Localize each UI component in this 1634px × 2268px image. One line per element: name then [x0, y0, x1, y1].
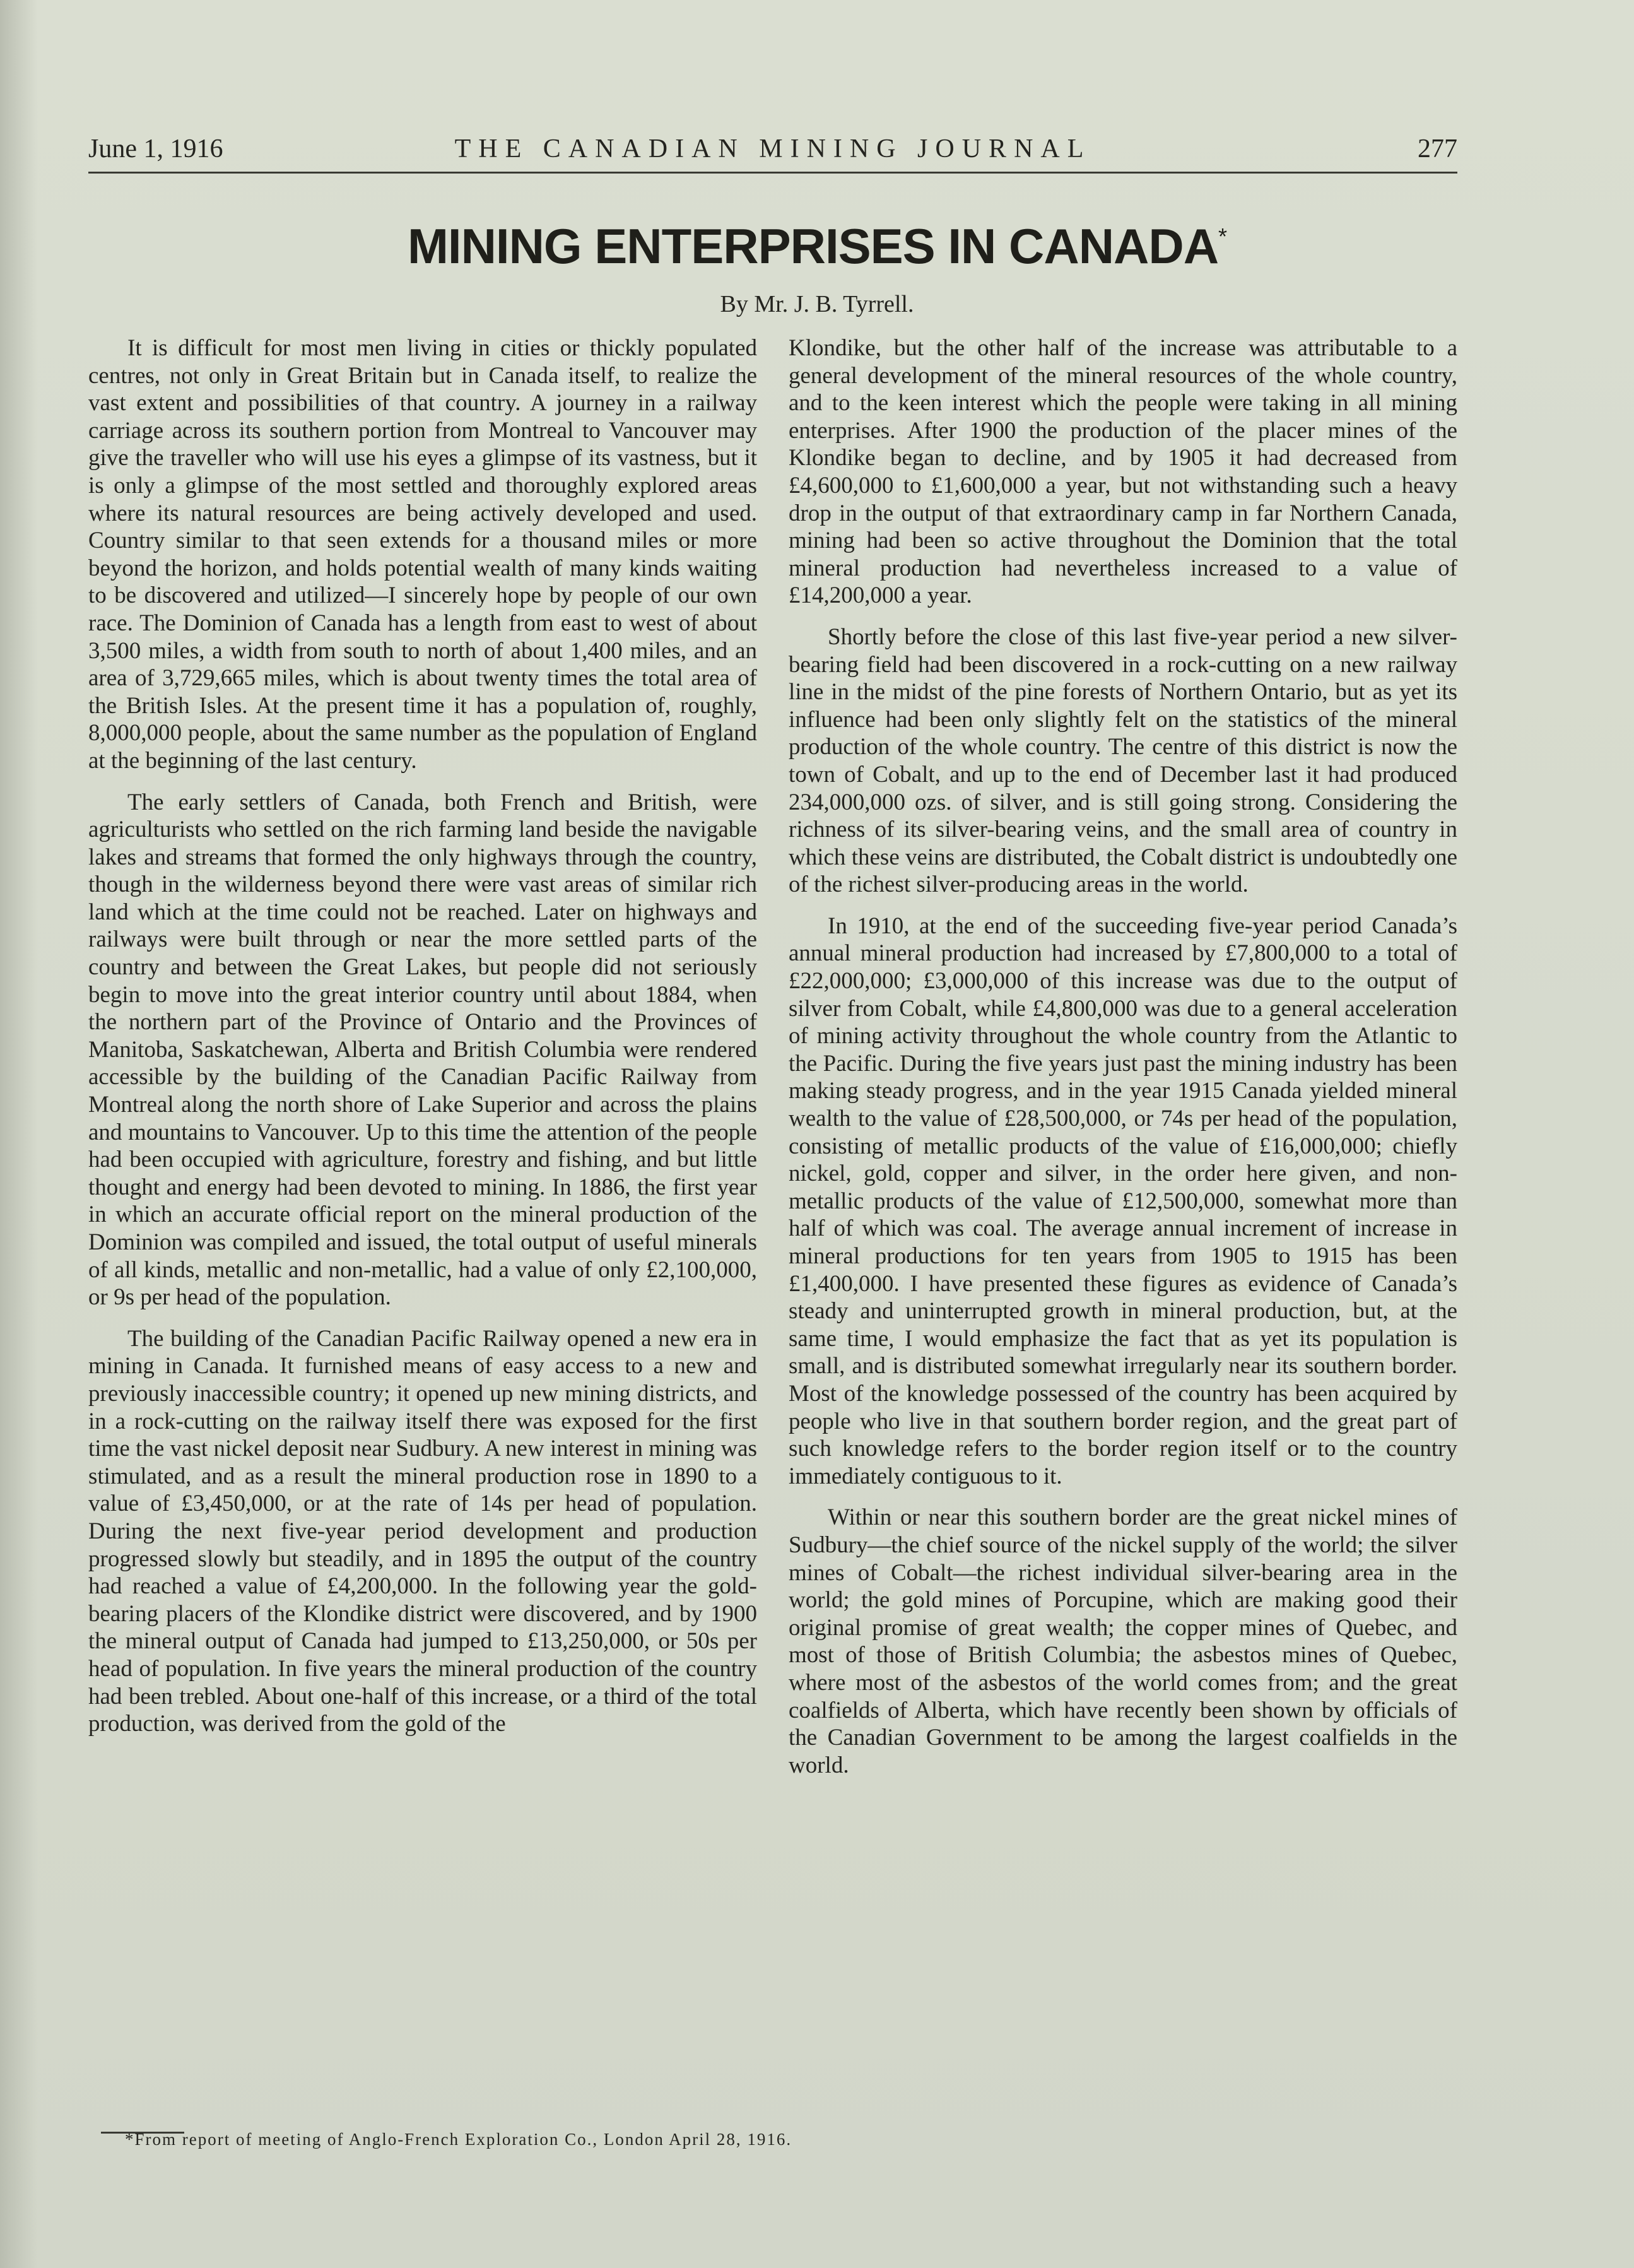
paragraph: It is difficult for most men living in cities or thickly populated centres, not only in Great Britain but in Canada itself, to realize the vast extent and possibilities of that country. A journey in a railway carriage across its southern portion from Montreal to Vancouver may give the traveller who will use his eyes a glimpse of its vastness, but it is only a glimpse of the most settled and thoroughly explored areas where its natural resources are being actively developed and used. Country similar to that seen extends for a thousand miles or more beyond the horizon, and holds potential wealth of many kinds waiting to be discovered and utilized—I sincerely hope by people of our own race. The Dominion of Canada has a length from east to west of about 3,500 miles, a width from south to north of about 1,400 miles, and an area of 3,729,665 miles, which is about twenty times the total area of the British Isles. At the present time it has a population of, roughly, 8,000,000 people, about the same number as the population of England at the beginning of the last century. [88, 335, 757, 774]
article-title-text: MINING ENTERPRISES IN CANADA [407, 218, 1219, 274]
paragraph-continued: Klondike, but the other half of the increase was attributable to a general development of the mineral resources of the whole country, and to the keen interest which the people were taking in all mining enterprises. After 1900 the production of the placer mines of the Klondike began to decline, and by 1905 it had decreased from £4,600,000 to £1,600,000 a year, but not withstanding such a heavy drop in the output of that extraordinary camp in far Northern Canada, mining had been so active throughout the Dominion that the total mineral production had nevertheless increased to a value of £14,200,000 a year. [789, 335, 1457, 609]
page-number: 277 [1418, 134, 1457, 163]
issue-date: June 1, 1916 [88, 134, 223, 163]
paragraph: Shortly before the close of this last five-year period a new silver-bearing field had been discovered in a rock-cutting on a new railway line in the midst of the pine forests of Northern Ontario, but as yet its influence had been only slightly felt on the statistics of the mineral production of the whole country. The centre of this district is now the town of Cobalt, and up to the end of December last it had produced 234,000,000 ozs. of silver, and is still going strong. Considering the richness of its silver-bearing veins, and the small area of country in which these veins are distributed, the Cobalt district is undoubtedly one of the richest silver-producing areas in the world. [789, 623, 1457, 898]
paragraph: The building of the Canadian Pacific Railway opened a new era in mining in Canada. It furnished means of easy access to a new and previously inaccessible country; it opened up new mining districts, and in a rock-cutting on the railway itself there was exposed for the first time the vast nickel deposit near Sudbury. A new interest in mining was stimulated, and as a result the mineral production rose in 1890 to a value of £3,450,000, or at the rate of 14s per head of population. During the next five-year period development and production progressed slowly but steadily, and in 1895 the output of the country had reached a value of £4,200,000. In the following year the gold-bearing placers of the Klondike district were discovered, and by 1900 the mineral output of Canada had jumped to £13,250,000, or 50s per head of population. In five years the mineral production of the country had been trebled. About one-half of this increase, or a third of the total production, was derived from the gold of the [88, 1325, 757, 1737]
left-column [88, 334, 757, 1752]
journal-name: THE CANADIAN MINING JOURNAL [454, 134, 1091, 163]
paragraph: In 1910, at the end of the succeeding five-year period Canada’s annual mineral production had increased by £7,800,000 to a total of £22,000,000; £3,000,000 of this increase was due to the output of silver from Cobalt, while £4,800,000 was due to a general acceleration of mining activity throughout the whole country from the Atlantic to the Pacific. During the five years just past the mining industry has been making steady progress, and in the year 1915 Canada yielded mineral wealth to the value of £28,500,000, or 74s per head of the population, consisting of metallic products of the value of £16,000,000; chiefly nickel, gold, copper and silver, in the order here given, and non-metallic products of the value of £12,500,000, somewhat more than half of which was coal. The average annual increment of increase in mineral productions for ten years from 1905 to 1915 has been £1,400,000. I have presented these figures as evidence of Canada’s steady and uninterrupted growth in mineral production, but, at the same time, I would emphasize the fact that as yet its population is small, and is distributed somewhat irregularly near its southern border. Most of the knowledge possessed of the country has been acquired by people who live in that southern border region, and the great part of such knowledge refers to the border region itself or to the country immediately contiguous to it. [789, 913, 1457, 1489]
right-column [789, 334, 1457, 1793]
article-title [0, 218, 1634, 275]
article-byline: By Mr. J. B. Tyrrell. [720, 291, 914, 317]
header-rule [88, 172, 1457, 174]
paragraph: Within or near this southern border are the great nickel mines of Sudbury—the chief source of the nickel supply of the world; the silver mines of Cobalt—the richest individual silver-bearing area in the world; the gold mines of Porcupine, which are making good their original promise of great wealth; the copper mines of Quebec, and most of those of British Columbia; the asbestos mines of Quebec, where most of the asbestos of the world comes from; and the great coalfields of Alberta, which have recently been shown by officials of the Canadian Government to be among the largest coalfields in the world. [789, 1504, 1457, 1778]
running-header [88, 134, 1457, 172]
paragraph: The early settlers of Canada, both French and British, were agriculturists who settled on the rich farming land beside the navigable lakes and streams that formed the only highways through the country, though in the wilderness beyond there were vast areas of similar rich land which at the time could not be reached. Later on highways and railways were built through or near the more settled parts of the country and between the Great Lakes, but people did not seriously begin to move into the great interior country until about 1884, when the northern part of the Province of Ontario and the Provinces of Manitoba, Saskatchewan, Alberta and British Columbia were rendered accessible by the building of the Canadian Pacific Railway from Montreal along the north shore of Lake Superior and across the plains and mountains to Vancouver. Up to this time the attention of the people had been occupied with agriculture, forestry and fishing, and but little thought and energy had been devoted to mining. In 1886, the first year in which an accurate official report on the mineral production of the Dominion was compiled and issued, the total output of useful minerals of all kinds, metallic and non-metallic, had a value of only £2,100,000, or 9s per head of the population. [88, 789, 757, 1311]
footnote: *From report of meeting of Anglo-French Exploration Co., London April 28, 1916. [125, 2130, 792, 2149]
page-gutter-shadow [0, 0, 38, 2268]
footnote-marker: * [1218, 223, 1227, 249]
